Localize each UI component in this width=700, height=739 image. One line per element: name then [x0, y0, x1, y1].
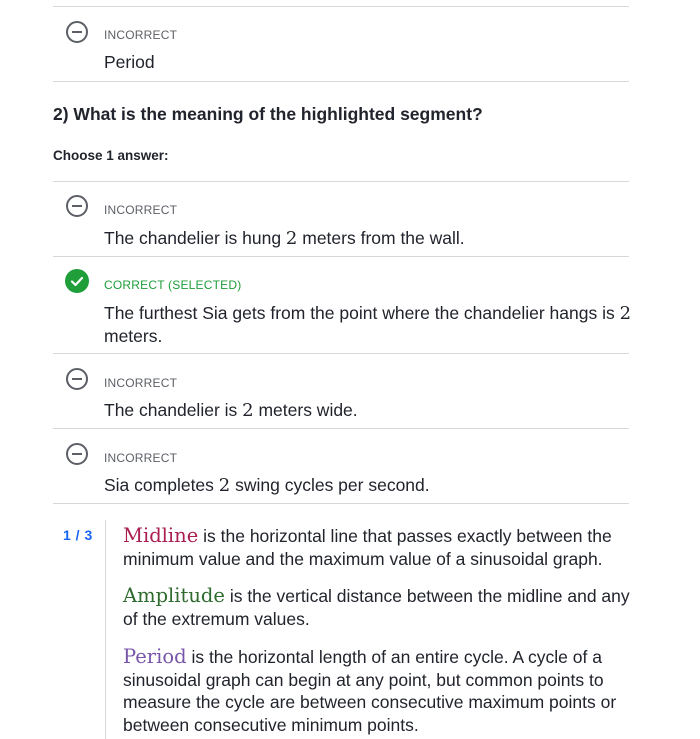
check-circle-icon [65, 269, 89, 293]
choose-instruction: Choose 1 answer: [53, 148, 169, 163]
choice-text: The chandelier is hung 2 meters from the wall. [104, 228, 465, 249]
choice-status: INCORRECT [104, 451, 178, 465]
choice-status: CORRECT (SELECTED) [104, 278, 242, 292]
choice-status: INCORRECT [104, 203, 178, 217]
minus-circle-icon [65, 194, 89, 218]
math-value: 2 [218, 475, 231, 496]
hint-paragraph-midline: Midline is the horizontal line that passes exactly between the minimum value and the maximum value of a sinusoidal graph. [123, 524, 612, 569]
minus-circle-icon [65, 442, 89, 466]
hint-paragraph-period: Period is the horizontal length of an entire cycle. A cycle of a sinusoidal graph can begin at any point, but common points to measure the cycle are between consecutive maximum points or between consecutive minimum points. [123, 645, 617, 735]
hint-divider [105, 520, 106, 739]
question-title: 2) What is the meaning of the highlighted segment? [53, 104, 483, 124]
answer-choice-a[interactable] [53, 182, 629, 256]
divider [53, 81, 629, 82]
answer-choice-d[interactable] [53, 429, 629, 503]
choice-status: INCORRECT [104, 376, 178, 390]
choice-text: Period [104, 52, 155, 72]
math-value: 2 [242, 400, 254, 421]
math-value: 2 [619, 303, 632, 324]
hint-term: Midline [123, 524, 199, 547]
choice-text: Sia completes 2 swing cycles per second. [104, 475, 430, 496]
choice-status: INCORRECT [104, 28, 178, 42]
hint-counter: 1 / 3 [63, 527, 93, 543]
hint-paragraph-amplitude: Amplitude is the vertical distance between the midline and any of the extremum values. [123, 584, 630, 629]
answer-choice-b[interactable] [53, 257, 632, 353]
divider [53, 503, 629, 504]
minus-circle-icon [65, 367, 89, 391]
minus-circle-icon [65, 20, 89, 44]
hint-term: Amplitude [123, 584, 225, 607]
math-value: 2 [285, 228, 298, 249]
answer-choice-c[interactable] [53, 354, 629, 428]
hint-term: Period [123, 645, 187, 668]
previous-choice-period[interactable] [53, 6, 629, 82]
choice-text: The furthest Sia gets from the point where the chandelier hangs is 2 meters. [104, 303, 632, 346]
choice-text: The chandelier is 2 meters wide. [104, 400, 358, 421]
